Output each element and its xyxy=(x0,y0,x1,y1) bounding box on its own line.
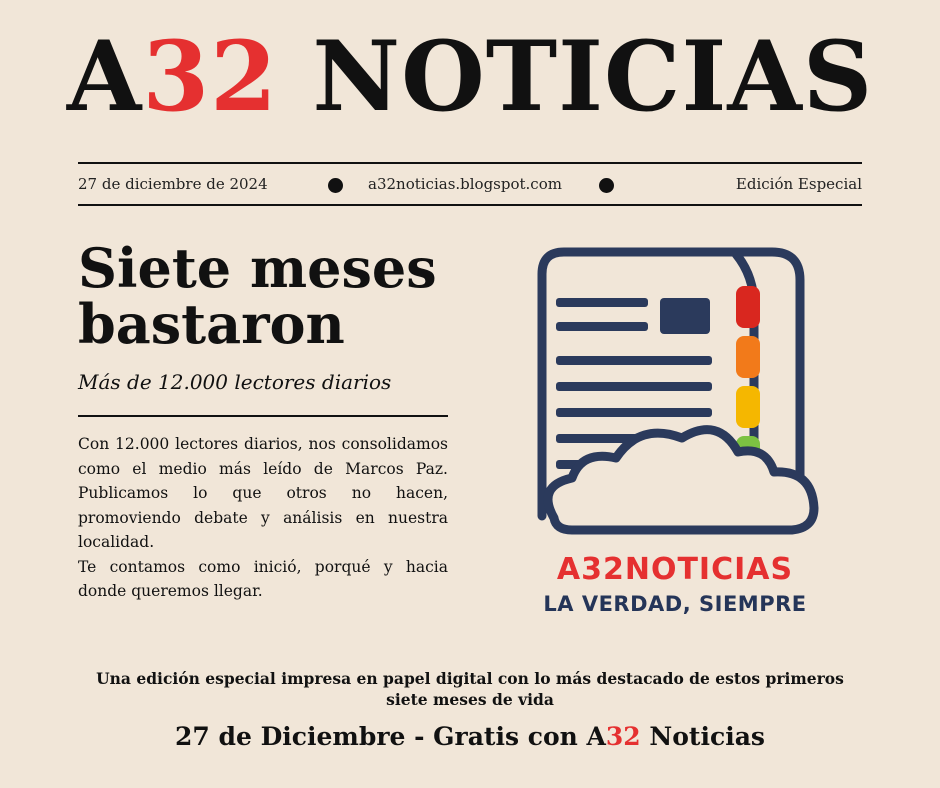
bottom-rule xyxy=(78,204,862,206)
subhead-rule xyxy=(78,415,448,417)
article-headline: Siete meses bastaron xyxy=(78,236,437,356)
footer-note: Una edición especial impresa en papel digital con lo más destacado de estos primeros siete meses de vida xyxy=(96,669,844,709)
top-rule xyxy=(78,162,862,164)
site-url[interactable]: a32noticias.blogspot.com xyxy=(368,175,562,193)
article-body xyxy=(78,432,448,604)
bullet-dot-icon xyxy=(599,178,614,193)
footer-line: 27 de Diciembre - Gratis con A32 Noticias xyxy=(175,722,765,751)
article-paragraph: Te contamos como inició, porqué y hacia donde queremos llegar. xyxy=(78,557,448,600)
info-bar xyxy=(78,166,862,204)
logo-tagline: LA VERDAD, SIEMPRE xyxy=(543,592,807,616)
edition-label: Edición Especial xyxy=(735,175,862,193)
masthead-title: A32 NOTICIAS xyxy=(66,20,874,133)
logo-brand: A32NOTICIAS xyxy=(556,552,794,587)
newspaper-cloud-icon xyxy=(522,246,828,546)
article-subhead: Más de 12.000 lectores diarios xyxy=(78,370,392,394)
article-paragraph: Con 12.000 lectores diarios, nos consolidamos como el medio más leído de Marcos Paz. Publicamos lo que otros no hacen, promoviendo debate y análisis en nuestra localidad. xyxy=(78,435,448,551)
issue-date: 27 de diciembre de 2024 xyxy=(78,175,268,193)
bullet-dot-icon xyxy=(328,178,343,193)
